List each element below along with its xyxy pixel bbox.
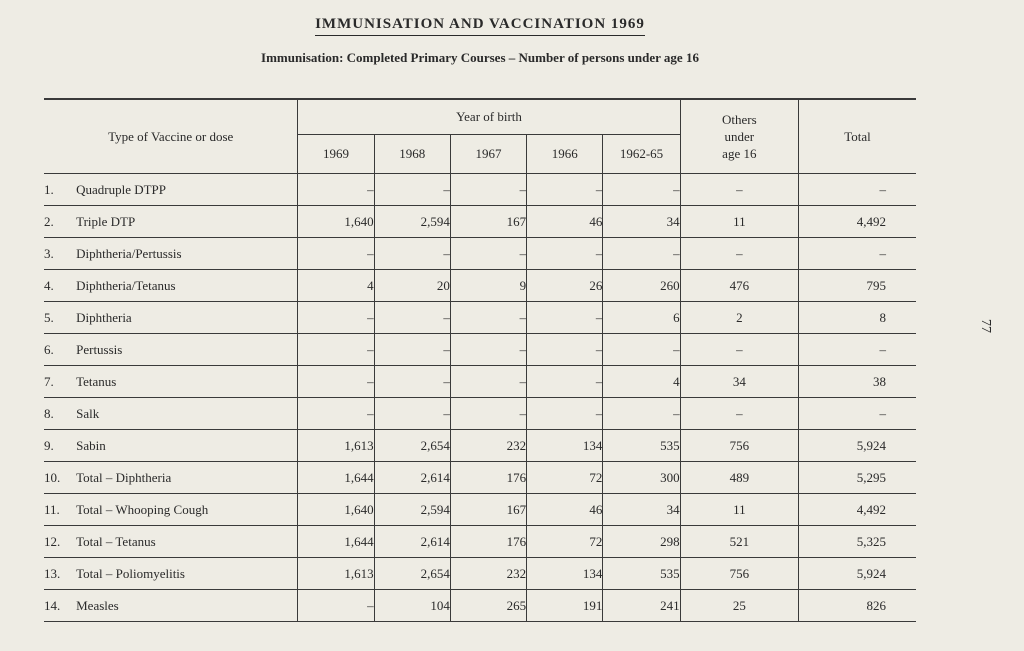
header-total: Total [799, 99, 916, 174]
table-cell: 535 [603, 430, 680, 462]
table-cell: – [680, 398, 798, 430]
table-cell: 46 [527, 494, 603, 526]
page-title-text: IMMUNISATION AND VACCINATION 1969 [315, 16, 645, 36]
table-cell: 298 [603, 526, 680, 558]
table-cell: 2,614 [374, 526, 450, 558]
row-label: Sabin [76, 430, 298, 462]
table-cell: 176 [450, 462, 526, 494]
table-cell: – [527, 302, 603, 334]
row-number: 3. [44, 238, 76, 270]
header-vaccine-type: Type of Vaccine or dose [44, 99, 298, 174]
row-number: 8. [44, 398, 76, 430]
table-cell: 826 [799, 590, 916, 622]
table-subtitle: Immunisation: Completed Primary Courses – Number of persons under age 16 [261, 50, 699, 65]
table-cell: – [374, 302, 450, 334]
table-cell: 72 [527, 526, 603, 558]
table-cell: – [374, 238, 450, 270]
row-number: 9. [44, 430, 76, 462]
row-number: 13. [44, 558, 76, 590]
header-others-line1: Others [721, 112, 757, 127]
table-cell: – [374, 398, 450, 430]
table-cell: 134 [527, 558, 603, 590]
table-cell: – [298, 334, 374, 366]
table-row [44, 462, 916, 494]
row-label: Measles [76, 590, 298, 622]
table-cell: 756 [680, 558, 798, 590]
table-cell: 34 [603, 494, 680, 526]
row-label: Total – Whooping Cough [76, 494, 298, 526]
table-cell: 8 [799, 302, 916, 334]
table-row [44, 430, 916, 462]
table-cell: 535 [603, 558, 680, 590]
table-cell: 104 [374, 590, 450, 622]
table-cell: 176 [450, 526, 526, 558]
table-row [44, 206, 916, 238]
table-cell: 489 [680, 462, 798, 494]
table-cell: – [603, 174, 680, 206]
table-cell: – [450, 174, 526, 206]
table-cell: 191 [527, 590, 603, 622]
table-cell: 232 [450, 430, 526, 462]
header-year-1962-65: 1962-65 [603, 135, 680, 174]
header-year-1968: 1968 [374, 135, 450, 174]
table-cell: 2 [680, 302, 798, 334]
row-label: Pertussis [76, 334, 298, 366]
table-cell: – [527, 366, 603, 398]
table-cell: 5,924 [799, 430, 916, 462]
table-cell: – [374, 334, 450, 366]
table-cell: – [298, 366, 374, 398]
table-cell: 167 [450, 494, 526, 526]
table-cell: 4 [603, 366, 680, 398]
table-cell: – [799, 238, 916, 270]
row-label: Diphtheria/Tetanus [76, 270, 298, 302]
header-others [680, 99, 798, 174]
table-cell: – [527, 334, 603, 366]
row-label: Triple DTP [76, 206, 298, 238]
row-number: 6. [44, 334, 76, 366]
row-number: 5. [44, 302, 76, 334]
table-cell: 756 [680, 430, 798, 462]
table-cell: – [298, 590, 374, 622]
table-cell: – [450, 334, 526, 366]
table-cell: – [680, 174, 798, 206]
table-cell: 1,613 [298, 558, 374, 590]
row-number: 10. [44, 462, 76, 494]
table-cell: – [680, 334, 798, 366]
table-cell: – [298, 398, 374, 430]
table-cell: 4 [298, 270, 374, 302]
row-label: Quadruple DTPP [76, 174, 298, 206]
row-label: Diphtheria/Pertussis [76, 238, 298, 270]
table-cell: 1,644 [298, 526, 374, 558]
table-cell: – [298, 302, 374, 334]
table-row [44, 558, 916, 590]
table-cell: – [450, 238, 526, 270]
table-cell: 2,654 [374, 558, 450, 590]
table-cell: 9 [450, 270, 526, 302]
table-cell: 232 [450, 558, 526, 590]
header-year-1967: 1967 [450, 135, 526, 174]
table-cell: 2,614 [374, 462, 450, 494]
table-row [44, 334, 916, 366]
table-cell: 260 [603, 270, 680, 302]
table-cell: 20 [374, 270, 450, 302]
table-cell: 34 [680, 366, 798, 398]
row-label: Tetanus [76, 366, 298, 398]
table-row [44, 494, 916, 526]
table-cell: 1,644 [298, 462, 374, 494]
table-cell: 300 [603, 462, 680, 494]
table-cell: 241 [603, 590, 680, 622]
table-row [44, 526, 916, 558]
table-cell: – [298, 174, 374, 206]
row-label: Diphtheria [76, 302, 298, 334]
table-cell: 134 [527, 430, 603, 462]
table-cell: 1,640 [298, 494, 374, 526]
table-cell: – [450, 366, 526, 398]
table-cell: 5,924 [799, 558, 916, 590]
table-cell: – [799, 334, 916, 366]
table-cell: 46 [527, 206, 603, 238]
table-cell: 2,594 [374, 494, 450, 526]
table-cell: 476 [680, 270, 798, 302]
table-cell: 2,594 [374, 206, 450, 238]
table-cell: 5,295 [799, 462, 916, 494]
page-title [0, 16, 960, 33]
table-cell: – [527, 398, 603, 430]
row-label: Total – Tetanus [76, 526, 298, 558]
table-row [44, 590, 916, 622]
immunisation-table [44, 98, 916, 622]
table-cell: 11 [680, 206, 798, 238]
row-label: Total – Poliomyelitis [76, 558, 298, 590]
table-row [44, 270, 916, 302]
table-row [44, 302, 916, 334]
table-cell: 38 [799, 366, 916, 398]
table-cell: – [374, 366, 450, 398]
table-row [44, 238, 916, 270]
row-number: 11. [44, 494, 76, 526]
table-cell: – [450, 302, 526, 334]
header-year-1969: 1969 [298, 135, 374, 174]
row-number: 12. [44, 526, 76, 558]
table-row [44, 398, 916, 430]
table-cell: 11 [680, 494, 798, 526]
table-cell: – [374, 174, 450, 206]
header-others-line2: under [724, 129, 755, 144]
table-cell: – [680, 238, 798, 270]
table-cell: 6 [603, 302, 680, 334]
header-others-line3: age 16 [722, 146, 757, 161]
table-cell: 265 [450, 590, 526, 622]
table-cell: – [298, 238, 374, 270]
table-cell: 1,640 [298, 206, 374, 238]
table-cell: 72 [527, 462, 603, 494]
table-cell: 521 [680, 526, 798, 558]
table-cell: – [603, 238, 680, 270]
table-cell: – [799, 398, 916, 430]
row-label: Salk [76, 398, 298, 430]
row-number: 2. [44, 206, 76, 238]
table-cell: – [450, 398, 526, 430]
table-cell: – [603, 398, 680, 430]
table-cell: 26 [527, 270, 603, 302]
table-row [44, 174, 916, 206]
table-cell: – [527, 238, 603, 270]
table-cell: 25 [680, 590, 798, 622]
row-number: 1. [44, 174, 76, 206]
row-number: 4. [44, 270, 76, 302]
table-cell: 167 [450, 206, 526, 238]
table-cell: 4,492 [799, 494, 916, 526]
header-year-1966: 1966 [527, 135, 603, 174]
row-number: 7. [44, 366, 76, 398]
table-row [44, 366, 916, 398]
table-cell: 34 [603, 206, 680, 238]
table-cell: 2,654 [374, 430, 450, 462]
row-number: 14. [44, 590, 76, 622]
page-number: 77 [978, 319, 993, 333]
table-cell: 795 [799, 270, 916, 302]
table-cell: – [527, 174, 603, 206]
table-cell: – [799, 174, 916, 206]
row-label: Total – Diphtheria [76, 462, 298, 494]
table-cell: 1,613 [298, 430, 374, 462]
header-year-of-birth: Year of birth [298, 99, 680, 135]
table-cell: – [603, 334, 680, 366]
table-cell: 5,325 [799, 526, 916, 558]
table-cell: 4,492 [799, 206, 916, 238]
